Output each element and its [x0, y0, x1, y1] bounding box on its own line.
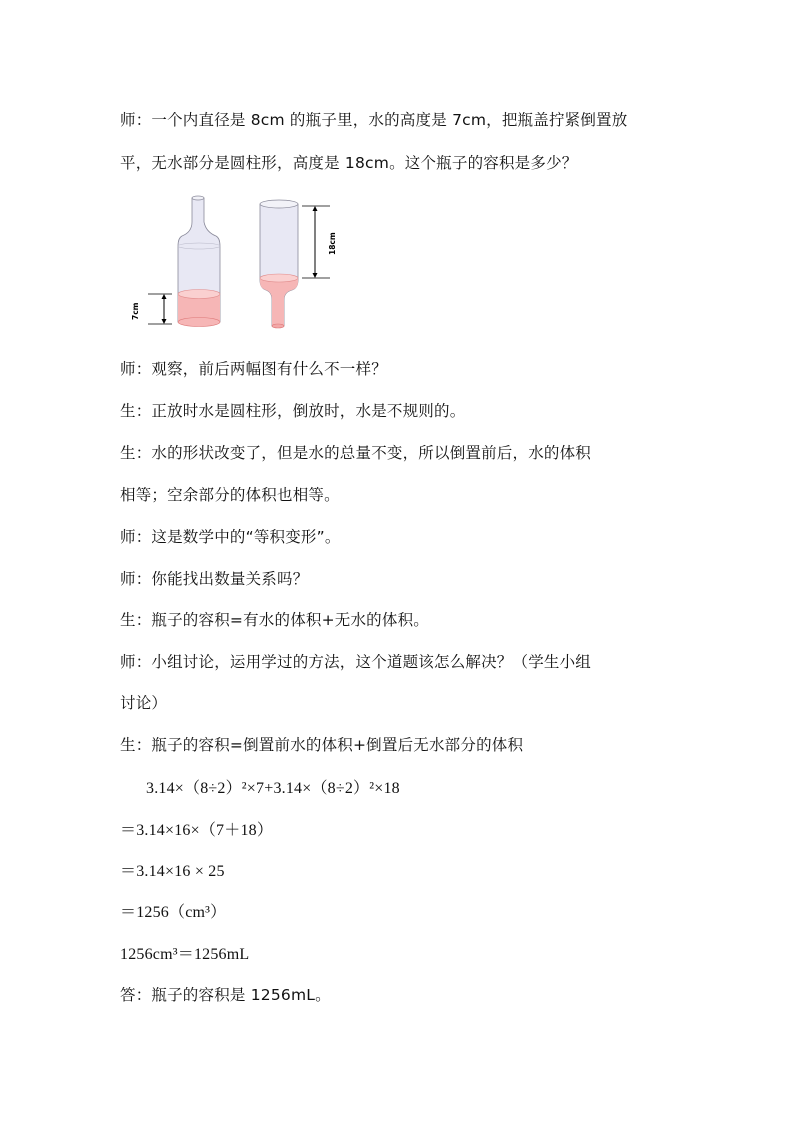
- dialogue-line: 生：瓶子的容积=有水的体积+无水的体积。: [120, 611, 429, 629]
- problem-line-2: 平，无水部分是圆柱形，高度是 18cm。这个瓶子的容积是多少？: [120, 154, 578, 172]
- solution-step-2: ＝3.14×16×（7＋18）: [120, 822, 274, 839]
- dim-label-7cm: 7cm: [131, 302, 140, 320]
- dialogue-line: 师：你能找出数量关系吗？: [120, 570, 309, 588]
- inverted-bottle: [260, 200, 337, 328]
- dialogue-line: 生：正放时水是圆柱形，倒放时，水是不规则的。: [120, 402, 466, 420]
- answer-line: 答：瓶子的容积是 1256mL。: [120, 986, 331, 1004]
- dialogue-line: 相等；空余部分的体积也相等。: [120, 486, 340, 504]
- dialogue-line: 师：小组讨论，运用学过的方法，这个道题该怎么解决？（学生小组: [120, 653, 592, 671]
- dialogue-line: 师：观察，前后两幅图有什么不一样？: [120, 360, 387, 378]
- solution-step-4: ＝1256（cm³）: [120, 904, 227, 921]
- upright-bottle: [131, 196, 220, 327]
- bottle-figure: [120, 194, 350, 338]
- dialogue-line: 师：这是数学中的“等积变形”。: [120, 528, 341, 546]
- water-inverted: [260, 278, 298, 326]
- dialogue-line: 讨论）: [120, 694, 168, 712]
- solution-step-5: 1256cm³＝1256mL: [120, 946, 250, 963]
- problem-line-1: 师：一个内直径是 8cm 的瓶子里，水的高度是 7cm，把瓶盖拧紧倒置放: [120, 111, 628, 129]
- dim-label-18cm: 18cm: [328, 232, 337, 255]
- dialogue-line: 生：瓶子的容积=倒置前水的体积+倒置后无水部分的体积: [120, 736, 524, 754]
- solution-step-1: 3.14×（8÷2）²×7+3.14×（8÷2）²×18: [146, 780, 400, 797]
- dialogue-line: 生：水的形状改变了，但是水的总量不变，所以倒置前后，水的体积: [120, 444, 592, 462]
- solution-step-3: ＝3.14×16 × 25: [120, 863, 225, 880]
